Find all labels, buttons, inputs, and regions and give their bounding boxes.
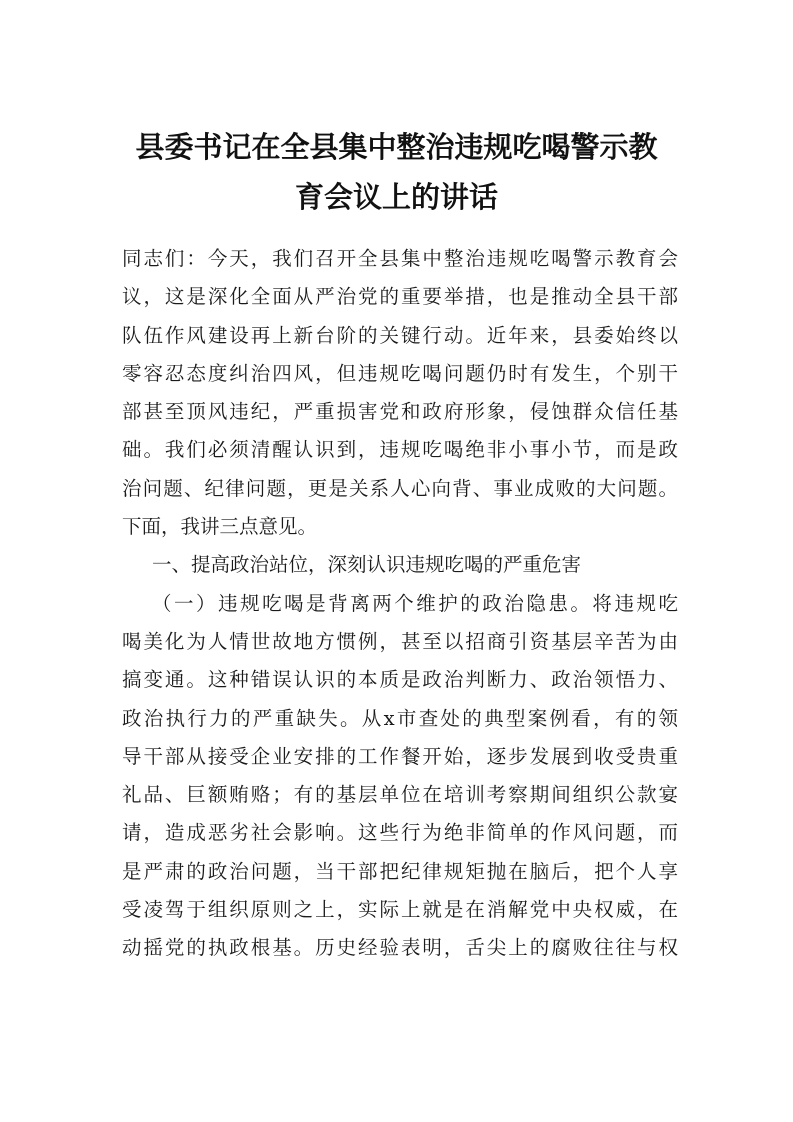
text-line: 搞变通。这种错误认识的本质是政治判断力、政治领悟力、 bbox=[122, 668, 678, 692]
section-heading: 一、提高政治站位，深刻认识违规吃喝的严重危害 bbox=[152, 553, 582, 577]
text-line: 部甚至顶风违纪，严重损害党和政府形象，侵蚀群众信任基 bbox=[122, 400, 678, 424]
text-line: 下面，我讲三点意见。 bbox=[122, 515, 318, 539]
text-line: 政治执行力的严重缺失。从x市查处的典型案例看，有的领 bbox=[122, 706, 678, 730]
text-line: 受凌驾于组织原则之上，实际上就是在消解党中央权威，在 bbox=[122, 898, 678, 922]
text-line: 础。我们必须清醒认识到，违规吃喝绝非小事小节，而是政 bbox=[122, 438, 678, 462]
text-line: 是严肃的政治问题，当干部把纪律规矩抛在脑后，把个人享 bbox=[122, 859, 678, 883]
text-line: 喝美化为人情世故地方惯例，甚至以招商引资基层辛苦为由 bbox=[122, 629, 678, 653]
document-title-line-1: 县委书记在全县集中整治违规吃喝警示教 bbox=[135, 130, 658, 164]
document-title-line-2: 育会议上的讲话 bbox=[294, 180, 498, 214]
text-line: 礼品、巨额贿赂；有的基层单位在培训考察期间组织公款宴 bbox=[122, 783, 678, 807]
text-line: 议，这是深化全面从严治党的重要举措，也是推动全县干部 bbox=[122, 285, 678, 309]
text-line: 请，造成恶劣社会影响。这些行为绝非简单的作风问题，而 bbox=[122, 821, 678, 845]
document-body bbox=[122, 240, 678, 968]
text-line: 导干部从接受企业安排的工作餐开始，逐步发展到收受贵重 bbox=[122, 744, 678, 768]
text-line: 零容忍态度纠治四风，但违规吃喝问题仍时有发生，个别干 bbox=[122, 361, 678, 385]
text-line: 动摇党的执政根基。历史经验表明，舌尖上的腐败往往与权 bbox=[122, 936, 678, 960]
text-line: （一）违规吃喝是背离两个维护的政治隐患。将违规吃 bbox=[152, 591, 678, 615]
text-line: 同志们：今天，我们召开全县集中整治违规吃喝警示教育会 bbox=[122, 247, 678, 270]
text-line: 队伍作风建设再上新台阶的关键行动。近年来，县委始终以 bbox=[122, 323, 678, 347]
text-line: 治问题、纪律问题，更是关系人心向背、事业成败的大问题。 bbox=[122, 476, 678, 500]
